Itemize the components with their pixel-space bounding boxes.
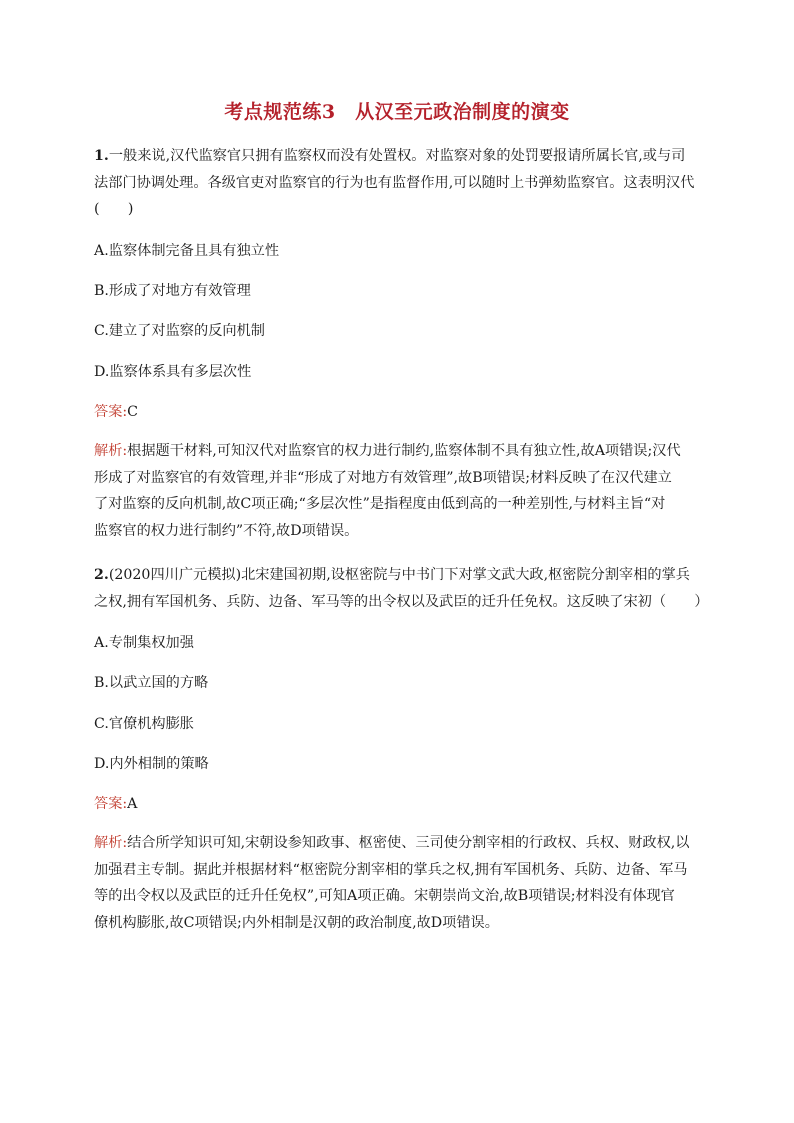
question-2-line-1: 2.(2020四川广元模拟)北宋建国初期,设枢密院与中书门下对掌文武大政,枢密院分割宰相的掌兵 [94, 567, 690, 583]
question-2-explanation [94, 830, 702, 936]
question-2-option-b: B.以武立国的方略 [94, 675, 209, 691]
question-1-option-d: D.监察体系具有多层次性 [94, 364, 252, 380]
question-2-stem [94, 562, 709, 615]
question-2-explanation-line-2: 加强君主专制。据此并根据材料“枢密院分割宰相的掌兵之权,拥有军国机务、兵防、边备、军马 [94, 861, 688, 878]
question-1-line-2: 法部门协调处理。各级官吏对监察官的行为也有监督作用,可以随时上书弹劾监察官。这表明汉代 [94, 174, 695, 191]
question-2-answer-value: A [127, 796, 138, 812]
question-2-explanation-line-1: 解析:结合所学知识可知,宋朝设参知政事、枢密使、三司使分割宰相的行政权、兵权、财政权,以 [94, 835, 690, 851]
question-2-explanation-line-4: 僚机构膨胀,故C项错误;内外相制是汉朝的政治制度,故D项错误。 [94, 914, 499, 931]
question-1-line-1: 1.一般来说,汉代监察官只拥有监察权而没有处置权。对监察对象的处罚要报请所属长官,或与司 [94, 148, 686, 164]
question-2-option-c: C.官僚机构膨胀 [94, 716, 194, 732]
question-1-explanation-line-4: 监察官的权力进行制约”不符,故D项错误。 [94, 522, 359, 539]
question-1-number: 1. [94, 148, 109, 164]
question-2-line-2: 之权,拥有军国机务、兵防、边备、军马等的出令权以及武臣的迁升任免权。这反映了宋初（ ） [94, 593, 709, 610]
question-2-option-a: A.专制集权加强 [94, 635, 194, 651]
question-2-explanation-line-3: 等的出令权以及武臣的迁升任免权”,可知A项正确。宋朝崇尚文治,故B项错误;材料没有体现官 [94, 888, 675, 904]
answer-label: 答案: [94, 796, 128, 812]
question-1-answer-value: C [127, 404, 139, 420]
question-1-explanation [94, 438, 702, 544]
question-1-line-3: ( ) [94, 201, 134, 217]
question-1-option-a: A.监察体制完备且具有独立性 [94, 243, 280, 259]
page-title: 考点规范练3 从汉至元政治制度的演变 [224, 101, 570, 123]
question-2-option-d: D.内外相制的策略 [94, 756, 209, 772]
question-2-answer [94, 794, 137, 814]
question-1-option-c: C.建立了对监察的反向机制 [94, 323, 265, 339]
question-1-explanation-line-3: 了对监察的反向机制,故C项正确;“多层次性”是指程度由低到高的一种差别性,与材料主旨“对 [94, 496, 666, 512]
question-1-answer [94, 402, 138, 422]
question-1-stem [94, 143, 702, 223]
question-2-number: 2. [94, 567, 109, 583]
question-1-explanation-line-2: 形成了对监察官的有效管理,并非“形成了对地方有效管理”,故B项错误;材料反映了在汉代建立 [94, 469, 672, 486]
answer-label: 答案: [94, 404, 128, 420]
question-1-explanation-line-1: 解析:根据题干材料,可知汉代对监察官的权力进行制约,监察体制不具有独立性,故A项错误;汉代 [94, 443, 681, 459]
question-1-option-b: B.形成了对地方有效管理 [94, 283, 251, 299]
explanation-label: 解析: [94, 443, 128, 459]
explanation-label: 解析: [94, 835, 128, 851]
